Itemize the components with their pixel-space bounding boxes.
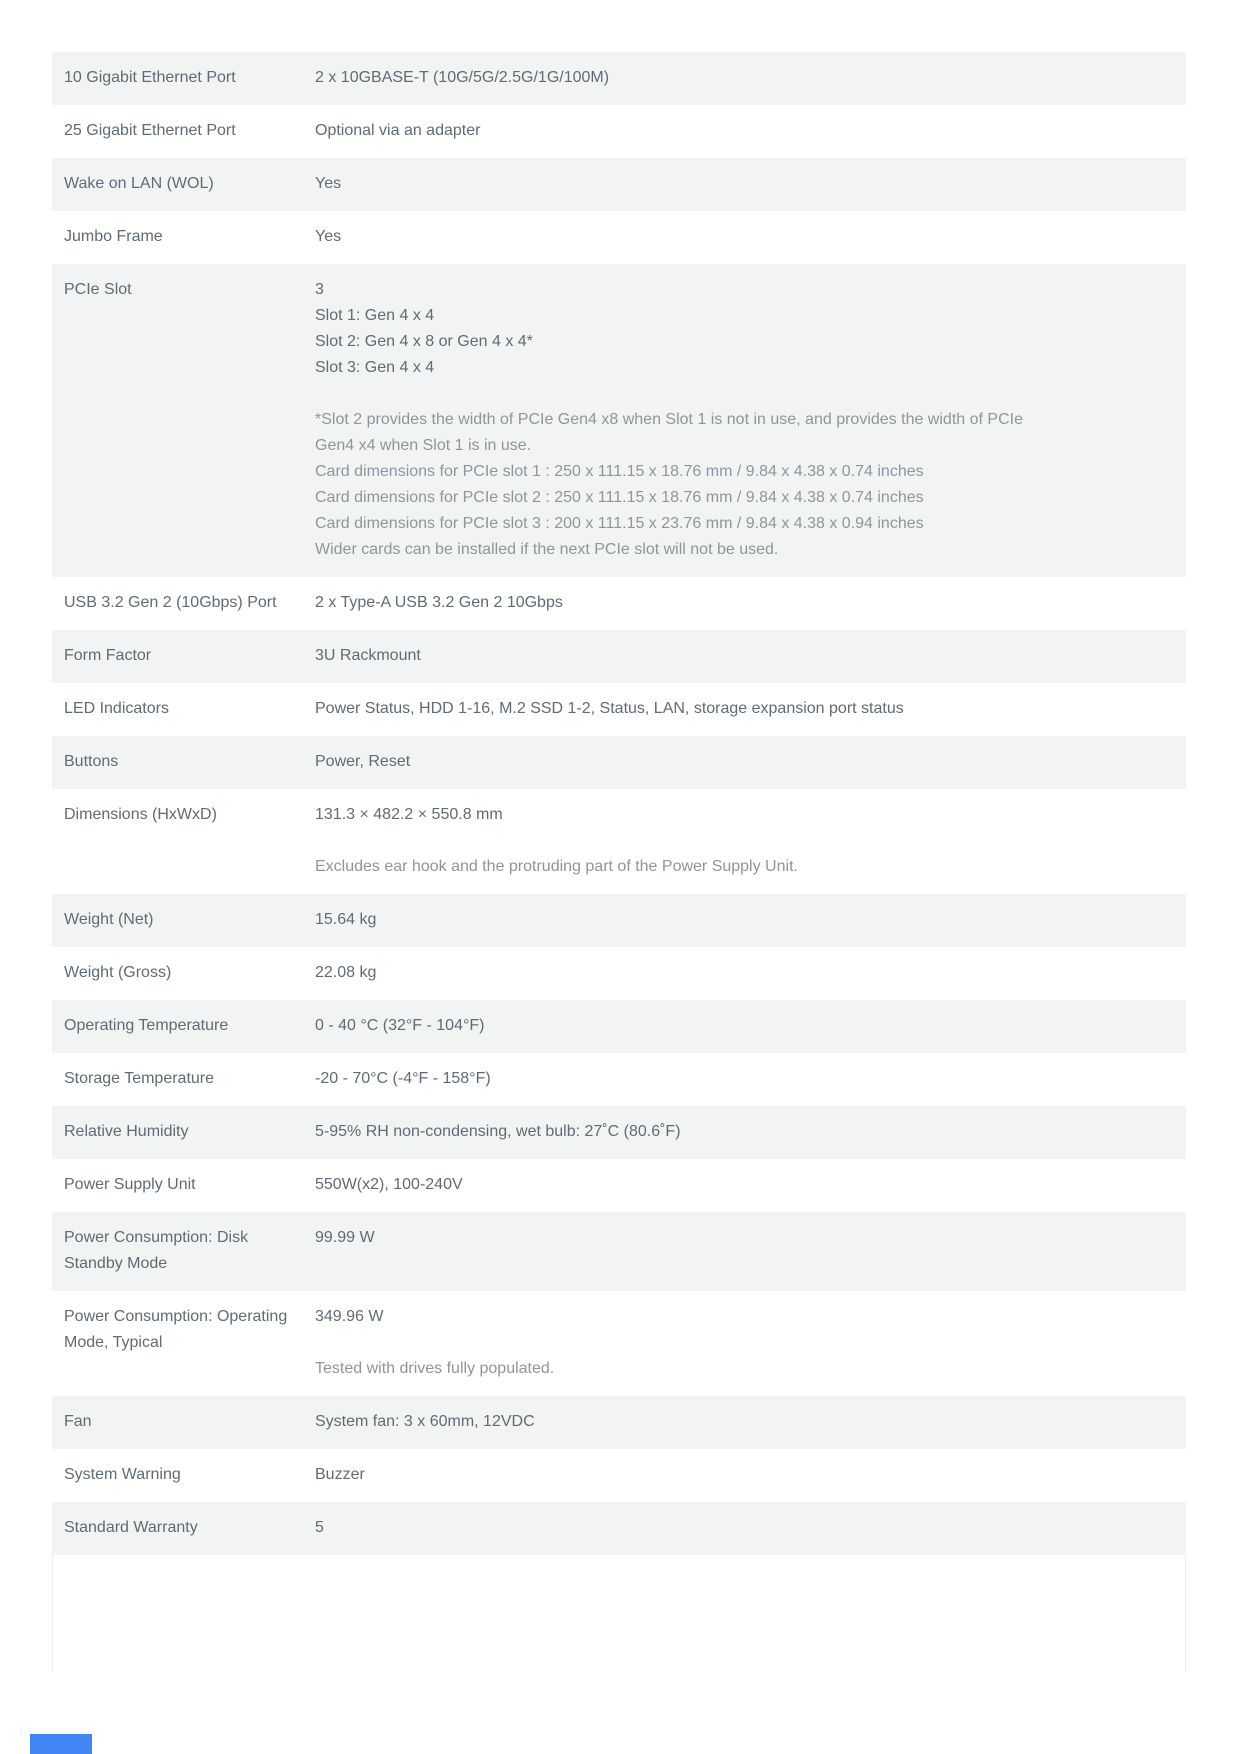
spec-value: Buzzer — [315, 1466, 365, 1483]
spec-label: 10 Gigabit Ethernet Port — [64, 69, 236, 86]
spec-value: Yes — [315, 228, 342, 245]
spec-note-line: *Slot 2 provides the width of PCIe Gen4 x8 when Slot 1 is not in use, and provides the width of PCIe Gen4 x4 when Slot 1 is in use. — [315, 411, 1023, 454]
spec-row — [52, 683, 1186, 736]
spec-value-cell — [315, 1119, 1174, 1145]
spec-value: 2 x 10GBASE-T (10G/5G/2.5G/1G/100M) — [315, 69, 610, 86]
empty-content-box — [52, 1555, 1186, 1672]
spec-note-line: Wider cards can be installed if the next PCIe slot will not be used. — [315, 541, 779, 558]
spec-table — [52, 52, 1186, 1555]
spec-value-cell — [315, 1066, 1174, 1092]
spec-value-cell — [315, 960, 1174, 986]
spec-row — [52, 105, 1186, 158]
spec-row — [52, 1212, 1186, 1291]
spec-label: Weight (Net) — [64, 911, 154, 928]
spec-label: Buttons — [64, 753, 119, 770]
spec-row — [52, 789, 1186, 894]
spec-value: System fan: 3 x 60mm, 12VDC — [315, 1413, 535, 1430]
spec-label: PCIe Slot — [64, 281, 132, 298]
spec-value-cell — [315, 696, 1174, 722]
spec-note-line: Card dimensions for PCIe slot 2 : 250 x 111.15 x 18.76 mm / 9.84 x 4.38 x 0.74 inches — [315, 489, 924, 506]
spec-value-cell — [315, 65, 1174, 91]
spec-note-line: Excludes ear hook and the protruding part of the Power Supply Unit. — [315, 858, 798, 875]
spec-value: 550W(x2), 100-240V — [315, 1176, 463, 1193]
spec-row — [52, 1291, 1186, 1396]
spec-label: Relative Humidity — [64, 1123, 189, 1140]
spec-value-cell — [315, 1304, 1174, 1382]
spec-value: 2 x Type-A USB 3.2 Gen 2 10Gbps — [315, 594, 563, 611]
spec-label: Dimensions (HxWxD) — [64, 806, 217, 823]
spec-value: Power, Reset — [315, 753, 411, 770]
spec-value-cell — [315, 643, 1174, 669]
spec-note-line: Card dimensions for PCIe slot 1 : 250 x 111.15 x 18.76 mm / 9.84 x 4.38 x 0.74 inches — [315, 463, 924, 480]
spec-label: USB 3.2 Gen 2 (10Gbps) Port — [64, 594, 277, 611]
spec-value: 5-95% RH non-condensing, wet bulb: 27˚C (80.6˚F) — [315, 1123, 681, 1140]
spec-value: 131.3 × 482.2 × 550.8 mm — [315, 806, 503, 823]
spec-value-cell — [315, 1013, 1174, 1039]
spec-value-cell — [315, 590, 1174, 616]
spec-value-cell — [315, 907, 1174, 933]
spec-value: 0 - 40 °C (32°F - 104°F) — [315, 1017, 485, 1034]
spec-label: System Warning — [64, 1466, 181, 1483]
spec-value: 15.64 kg — [315, 911, 377, 928]
spec-value: -20 - 70°C (-4°F - 158°F) — [315, 1070, 491, 1087]
spec-note — [315, 1356, 1060, 1382]
spec-value: 22.08 kg — [315, 964, 377, 981]
spec-label: Jumbo Frame — [64, 228, 163, 245]
spec-label: 25 Gigabit Ethernet Port — [64, 122, 236, 139]
spec-label: Operating Temperature — [64, 1017, 229, 1034]
spec-value-cell — [315, 802, 1174, 880]
spec-value-cell — [315, 749, 1174, 775]
spec-value: 99.99 W — [315, 1229, 375, 1246]
spec-value: Slot 2: Gen 4 x 8 or Gen 4 x 4* — [315, 333, 533, 350]
spec-label: Fan — [64, 1413, 92, 1430]
spec-label: Standard Warranty — [64, 1519, 198, 1536]
spec-value-cell — [315, 1225, 1174, 1251]
spec-label: Weight (Gross) — [64, 964, 172, 981]
spec-value-cell — [315, 1409, 1174, 1435]
spec-value: Optional via an adapter — [315, 122, 481, 139]
spec-label: Storage Temperature — [64, 1070, 215, 1087]
spec-value-cell — [315, 1515, 1174, 1541]
spec-section — [52, 52, 1186, 1672]
spec-row — [52, 577, 1186, 630]
spec-label: Power Consumption: Operating Mode, Typical — [64, 1308, 288, 1351]
spec-row — [52, 158, 1186, 211]
spec-row — [52, 1106, 1186, 1159]
spec-value: 5 — [315, 1519, 324, 1536]
spec-row — [52, 1449, 1186, 1502]
spec-row — [52, 1000, 1186, 1053]
spec-row — [52, 736, 1186, 789]
spec-label: Power Supply Unit — [64, 1176, 196, 1193]
spec-note — [315, 854, 1060, 880]
spec-row — [52, 894, 1186, 947]
spec-note-line: Tested with drives fully populated. — [315, 1360, 555, 1377]
bottom-accent-bar — [30, 1734, 92, 1754]
spec-value: 3 — [315, 281, 324, 298]
spec-value-cell — [315, 171, 1174, 197]
spec-row — [52, 947, 1186, 1000]
spec-row — [52, 264, 1186, 577]
spec-value: Yes — [315, 175, 342, 192]
spec-value: Slot 1: Gen 4 x 4 — [315, 307, 435, 324]
spec-value: 3U Rackmount — [315, 647, 421, 664]
spec-value: 349.96 W — [315, 1308, 384, 1325]
spec-row — [52, 630, 1186, 683]
spec-label: LED Indicators — [64, 700, 169, 717]
spec-row — [52, 52, 1186, 105]
spec-label: Form Factor — [64, 647, 152, 664]
spec-row — [52, 1053, 1186, 1106]
spec-value-cell — [315, 1172, 1174, 1198]
spec-row — [52, 1396, 1186, 1449]
spec-note-line: Card dimensions for PCIe slot 3 : 200 x 111.15 x 23.76 mm / 9.84 x 4.38 x 0.94 inches — [315, 515, 924, 532]
spec-value-cell — [315, 1462, 1174, 1488]
spec-row — [52, 211, 1186, 264]
spec-row — [52, 1502, 1186, 1555]
spec-label: Wake on LAN (WOL) — [64, 175, 214, 192]
spec-row — [52, 1159, 1186, 1212]
spec-value: Slot 3: Gen 4 x 4 — [315, 359, 435, 376]
spec-value-cell — [315, 224, 1174, 250]
spec-value: Power Status, HDD 1-16, M.2 SSD 1-2, Status, LAN, storage expansion port status — [315, 700, 904, 717]
spec-value-cell — [315, 118, 1174, 144]
spec-label: Power Consumption: Disk Standby Mode — [64, 1229, 249, 1272]
spec-value-cell — [315, 277, 1174, 563]
spec-note — [315, 407, 1060, 563]
